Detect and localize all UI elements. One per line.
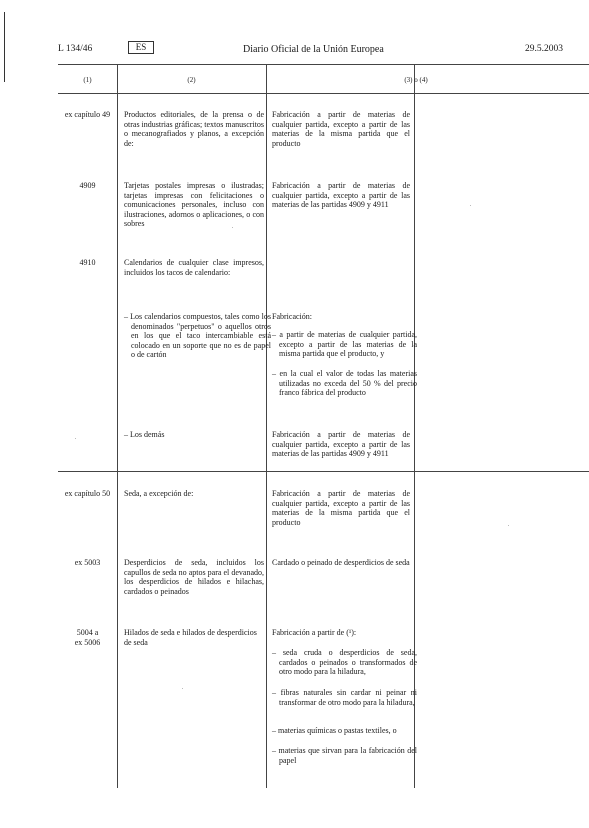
- doc-reference: L 134/46: [58, 44, 93, 54]
- table-row-code: ex 5006: [74, 638, 101, 647]
- table-row-rule-item: – seda cruda o desperdicios de seda, cardados o peinados o transformados de otro modo para la hiladura,: [272, 648, 417, 677]
- table-row-description: Productos editoriales, de la prensa o de otras industrias gráficas; textos manuscritos o mecanografiados y planos, a excepción de:: [124, 110, 264, 148]
- section-divider-rule: [58, 471, 589, 472]
- table-row-description: Tarjetas postales impresas o ilustradas; tarjetas impresas con felicitaciones o comunicaciones personales, incluso con ilustraciones, adornos o aplicaciones, o con sobres: [124, 181, 264, 229]
- scan-speck: [508, 525, 509, 526]
- table-subrow-rule-item: – en la cual el valor de todas las materias utilizadas no exceda del 50 % del precio franco fábrica del producto: [272, 369, 417, 398]
- table-top-rule: [58, 64, 589, 65]
- table-row-code: ex capítulo 49: [64, 110, 111, 119]
- scan-speck: [232, 227, 233, 228]
- column-header-1: (1): [83, 76, 92, 84]
- table-row-rule: Fabricación a partir de materias de cualquier partida, excepto a partir de las materias de la misma partida que el producto: [272, 489, 410, 527]
- table-row-rule: Fabricación a partir de materias de cualquier partida, excepto a partir de las materias de las partidas 4909 y 4911: [272, 181, 410, 210]
- scan-speck: [470, 205, 471, 206]
- table-row-rule-intro: Fabricación a partir de (¹):: [272, 628, 357, 637]
- column-header-3: (3) o (4): [404, 76, 428, 84]
- scan-speck: [182, 688, 183, 689]
- column-header-2: (2): [187, 76, 196, 84]
- table-subrow-description: – Los calendarios compuestos, tales como los denominados "perpetuos" o aquellos otros en los que el taco intercambiable está colocado en un soporte que no es de papel o de cartón: [124, 312, 271, 360]
- column-divider-3: [414, 64, 415, 788]
- table-row-description: Hilados de seda e hilados de desperdicios de seda: [124, 628, 257, 647]
- table-row-rule-item: – fibras naturales sin cardar ni peinar ni transformar de otro modo para la hiladura,: [272, 688, 417, 707]
- column-divider-1: [117, 64, 118, 788]
- journal-title: Diario Oficial de la Unión Europea: [243, 44, 384, 55]
- table-row-code: 5004 a: [76, 628, 99, 637]
- table-row-code: 4909: [79, 181, 96, 190]
- page-date: 29.5.2003: [525, 44, 563, 54]
- table-row-description: Seda, a excepción de:: [124, 489, 194, 498]
- table-row-code: ex 5003: [74, 558, 101, 567]
- table-header-rule: [58, 93, 589, 94]
- table-subrow-rule: Fabricación a partir de materias de cualquier partida, excepto a partir de las materias de las partidas 4909 y 4911: [272, 430, 410, 459]
- table-row-description: Desperdicios de seda, incluidos los capullos de seda no aptos para el devanado, los desperdicios de hilados e hilachas, cardados o peinados: [124, 558, 264, 596]
- margin-rule: [4, 12, 5, 82]
- table-subrow-description: – Los demás: [124, 430, 165, 439]
- table-row-rule-item: – materias químicas o pastas textiles, o: [272, 726, 397, 735]
- table-subrow-rule-item: – a partir de materias de cualquier partida, excepto a partir de las materias de la misma partida que el producto, y: [272, 330, 417, 359]
- language-badge: ES: [128, 41, 154, 54]
- table-row-rule: Fabricación a partir de materias de cualquier partida, excepto a partir de las materias de la misma partida que el producto: [272, 110, 410, 148]
- table-row-rule-item: – materias que sirvan para la fabricación del papel: [272, 746, 417, 765]
- table-subrow-rule-intro: Fabricación:: [272, 312, 312, 321]
- column-divider-2: [266, 64, 267, 788]
- table-row-description: Calendarios de cualquier clase impresos, incluidos los tacos de calendario:: [124, 258, 264, 277]
- table-row-code: 4910: [79, 258, 96, 267]
- scan-speck: [75, 438, 76, 439]
- table-row-code: ex capítulo 50: [64, 489, 111, 498]
- table-row-rule: Cardado o peinado de desperdicios de seda: [272, 558, 410, 567]
